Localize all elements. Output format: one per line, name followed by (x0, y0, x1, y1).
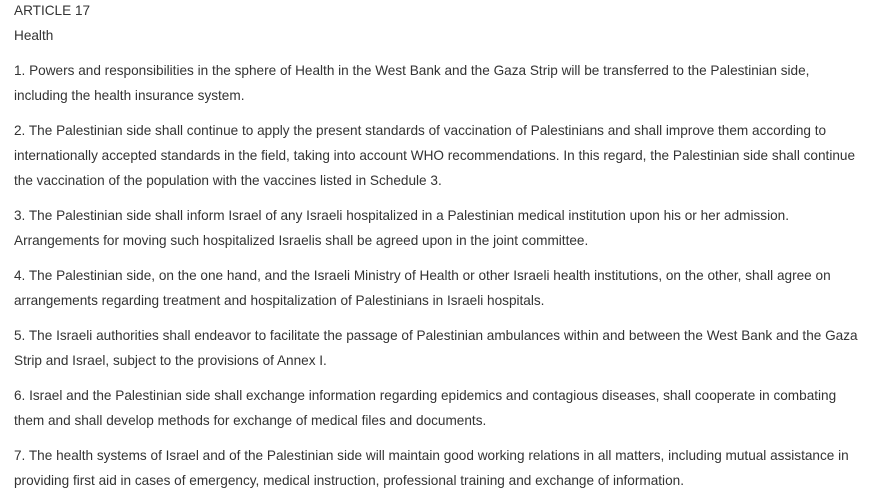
paragraph-7: 7. The health systems of Israel and of the Palestinian side will maintain good working relations in all matters, including mutual assistance in providing first aid in cases of emergency, medical instruction, professional training and exchange of information. (14, 448, 849, 488)
paragraph-3: 3. The Palestinian side shall inform Israel of any Israeli hospitalized in a Palestinian medical institution upon his or her admission. Arrangements for moving such hospitalized Israelis shall be agreed upon in the joint committee. (14, 208, 790, 248)
paragraph-2: 2. The Palestinian side shall continue to apply the present standards of vaccination of Palestinians and shall improve them according to internationally accepted standards in the field, taking into account WHO recommendations. In this regard, the Palestinian side shall continue the vaccination of the population with the vaccines listed in Schedule 3. (14, 123, 856, 188)
paragraph-4: 4. The Palestinian side, on the one hand, and the Israeli Ministry of Health or other Israeli health institutions, on the other, shall agree on arrangements regarding treatment and hospitalization of Palestinians in Israeli hospitals. (14, 268, 831, 308)
article-title: Health (14, 28, 54, 43)
paragraph-1: 1. Powers and responsibilities in the sphere of Health in the West Bank and the Gaza Strip will be transferred to the Palestinian side, including the health insurance system. (14, 63, 810, 103)
article-number: ARTICLE 17 (14, 3, 91, 18)
paragraph-5: 5. The Israeli authorities shall endeavor to facilitate the passage of Palestinian ambulances within and between the West Bank and the Gaza Strip and Israel, subject to the provisions of Annex I. (14, 328, 858, 368)
paragraph-6: 6. Israel and the Palestinian side shall exchange information regarding epidemics and contagious diseases, shall cooperate in combating them and shall develop methods for exchange of medical files and documents. (14, 388, 837, 428)
